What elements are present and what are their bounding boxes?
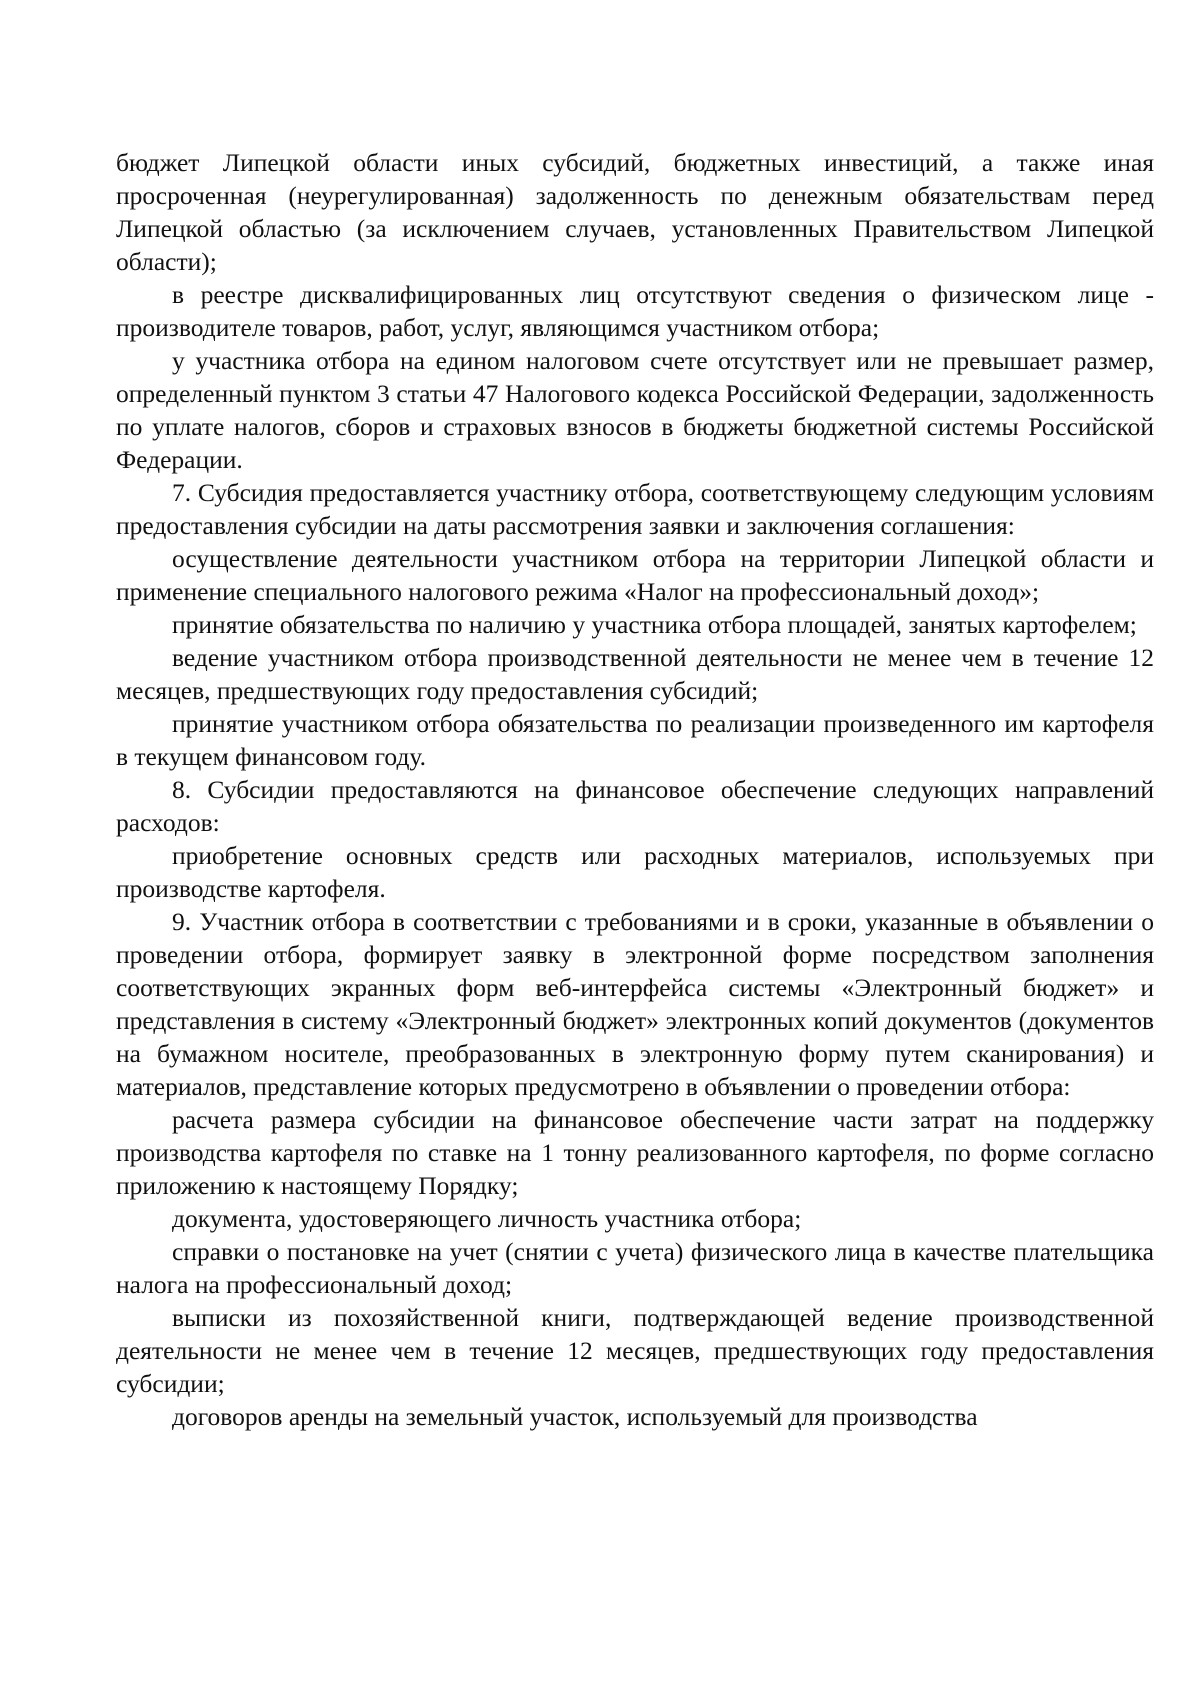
paragraph-clause-9: 9. Участник отбора в соответствии с требованиями и в сроки, указанные в объявлении о проведении отбора, формирует заявку в электронной форме посредством заполнения соответствующих экранных форм веб-интерфейса системы «Электронный бюджет» и представления в систему «Электронный бюджет» электронных копий документов (документов на бумажном носителе, преобразованных в электронную форму путем сканирования) и материалов, представление которых предусмотрено в объявлении о проведении отбора: [116, 907, 1154, 1101]
paragraph-potato-areas: принятие обязательства по наличию у участника отбора площадей, занятых картофелем; [172, 610, 1137, 639]
paragraph-sale-obligation: принятие участником отбора обязательства по реализации произведенного им картофеля в текущем финансовом году. [116, 709, 1154, 771]
paragraph-continuation: бюджет Липецкой области иных субсидий, бюджетных инвестиций, а также иная просроченная (неурегулированная) задолженность по денежным обязательствам перед Липецкой областью (за исключением случаев, установленных Правительством Липецкой области); [116, 148, 1154, 276]
paragraph-disqualified-registry: в реестре дисквалифицированных лиц отсутствуют сведения о физическом лице - производителе товаров, работ, услуг, являющимся участником отбора; [116, 280, 1154, 342]
paragraph-clause-7: 7. Субсидия предоставляется участнику отбора, соответствующему следующим условиям предоставления субсидии на даты рассмотрения заявки и заключения соглашения: [116, 478, 1154, 540]
document-body [116, 146, 1154, 1433]
paragraph-subsidy-calculation: расчета размера субсидии на финансовое обеспечение части затрат на поддержку производства картофеля по ставке на 1 тонну реализованного картофеля, по форме согласно приложению к настоящему Порядку; [116, 1105, 1154, 1200]
paragraph-lease-agreements: договоров аренды на земельный участок, используемый для производства [172, 1402, 978, 1431]
paragraph-tax-registration: справки о постановке на учет (снятии с учета) физического лица в качестве плательщика налога на профессиональный доход; [116, 1237, 1154, 1299]
paragraph-activity-territory: осуществление деятельности участником отбора на территории Липецкой области и применение специального налогового режима «Налог на профессиональный доход»; [116, 544, 1154, 606]
paragraph-clause-8: 8. Субсидии предоставляются на финансовое обеспечение следующих направлений расходов: [116, 775, 1154, 837]
paragraph-household-book: выписки из похозяйственной книги, подтверждающей ведение производственной деятельности не менее чем в течение 12 месяцев, предшествующих году предоставления субсидии; [116, 1303, 1154, 1398]
paragraph-production-12-months: ведение участником отбора производственной деятельности не менее чем в течение 12 месяцев, предшествующих году предоставления субсидий; [116, 643, 1154, 705]
paragraph-identity-document: документа, удостоверяющего личность участника отбора; [172, 1204, 802, 1233]
paragraph-tax-debt: у участника отбора на едином налоговом счете отсутствует или не превышает размер, определенный пунктом 3 статьи 47 Налогового кодекса Российской Федерации, задолженность по уплате налогов, сборов и страховых взносов в бюджеты бюджетной системы Российской Федерации. [116, 346, 1154, 474]
paragraph-fixed-assets: приобретение основных средств или расходных материалов, используемых при производстве картофеля. [116, 841, 1154, 903]
